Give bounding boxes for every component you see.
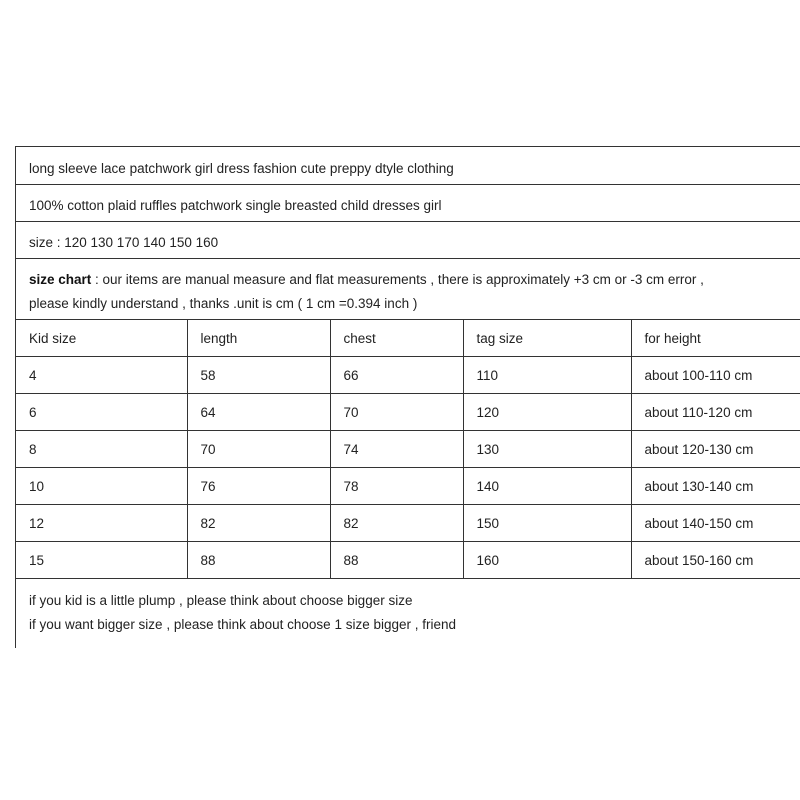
cell-for-height: about 100-110 cm [631, 357, 800, 394]
cell-for-height: about 110-120 cm [631, 394, 800, 431]
cell-for-height: about 130-140 cm [631, 468, 800, 505]
table-row [16, 468, 800, 505]
footer-note-line-2: if you want bigger size , please think about choose 1 size bigger , friend [29, 617, 457, 632]
cell-chest: 82 [330, 505, 463, 542]
cell-kid-size: 15 [16, 542, 187, 579]
title-row [16, 146, 800, 184]
table-row [16, 505, 800, 542]
cell-tag-size: 140 [463, 468, 631, 505]
cell-length: 58 [187, 357, 330, 394]
header-length: length [187, 320, 330, 357]
cell-tag-size: 160 [463, 542, 631, 579]
cell-tag-size: 120 [463, 394, 631, 431]
footer-note-line-1: if you kid is a little plump , please think about choose bigger size [29, 593, 413, 608]
product-info-table [15, 146, 800, 648]
available-sizes: size : 120 130 170 140 150 160 [29, 235, 219, 250]
cell-kid-size: 12 [16, 505, 187, 542]
header-kid-size: Kid size [16, 320, 187, 357]
cell-for-height: about 140-150 cm [631, 505, 800, 542]
cell-length: 70 [187, 431, 330, 468]
size-chart-table [16, 319, 800, 579]
size-chart-note-row [16, 258, 800, 319]
cell-kid-size: 8 [16, 431, 187, 468]
cell-length: 82 [187, 505, 330, 542]
table-row [16, 542, 800, 579]
header-chest: chest [330, 320, 463, 357]
cell-kid-size: 4 [16, 357, 187, 394]
size-chart-label: size chart [29, 272, 92, 287]
size-chart-note-line-2: please kindly understand , thanks .unit is cm ( 1 cm =0.394 inch ) [29, 296, 418, 311]
cell-for-height: about 150-160 cm [631, 542, 800, 579]
cell-for-height: about 120-130 cm [631, 431, 800, 468]
cell-length: 76 [187, 468, 330, 505]
cell-length: 64 [187, 394, 330, 431]
size-chart-note-text: : our items are manual measure and flat measurements , there is approximately +3 cm or -3 cm error , [91, 272, 704, 287]
cell-chest: 66 [330, 357, 463, 394]
table-row [16, 394, 800, 431]
table-row [16, 431, 800, 468]
product-description: 100% cotton plaid ruffles patchwork single breasted child dresses girl [29, 198, 442, 213]
sizes-row [16, 221, 800, 258]
header-tag-size: tag size [463, 320, 631, 357]
cell-chest: 70 [330, 394, 463, 431]
size-chart-note-line-1 [29, 272, 704, 287]
cell-chest: 78 [330, 468, 463, 505]
cell-length: 88 [187, 542, 330, 579]
cell-tag-size: 150 [463, 505, 631, 542]
cell-chest: 88 [330, 542, 463, 579]
table-header-row [16, 320, 800, 357]
cell-tag-size: 130 [463, 431, 631, 468]
table-row [16, 357, 800, 394]
product-title: long sleeve lace patchwork girl dress fashion cute preppy dtyle clothing [29, 161, 454, 176]
cell-kid-size: 10 [16, 468, 187, 505]
description-row [16, 184, 800, 221]
header-for-height: for height [631, 320, 800, 357]
cell-tag-size: 110 [463, 357, 631, 394]
cell-chest: 74 [330, 431, 463, 468]
cell-kid-size: 6 [16, 394, 187, 431]
